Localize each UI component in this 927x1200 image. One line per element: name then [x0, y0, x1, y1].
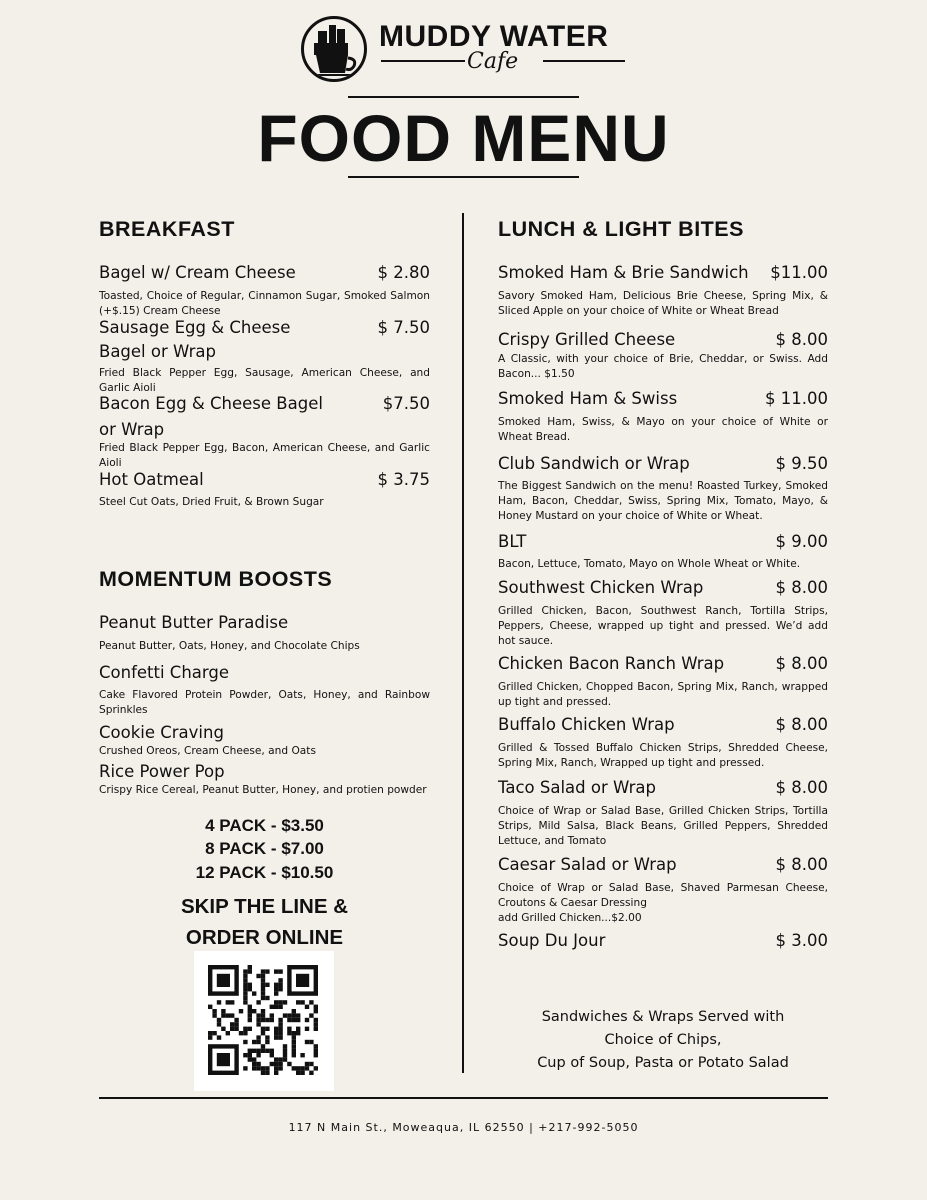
menu-item-desc: The Biggest Sandwich on the menu! Roasted Turkey, Smoked Ham, Bacon, Cheddar, Swiss, Spring Mix, Tomato, Mayo, & Honey Mustard on your choice of White or Wheat.: [498, 480, 828, 522]
menu-item-name: Taco Salad or Wrap: [498, 778, 656, 797]
menu-item-price: $ 8.00: [775, 855, 828, 874]
sides-note: Cup of Soup, Pasta or Potato Salad: [537, 1055, 789, 1071]
cafe-logo: [301, 14, 631, 92]
menu-item-desc: Steel Cut Oats, Dried Fruit, & Brown Sugar: [99, 496, 324, 508]
footer-address: 117 N Main St., Moweaqua, IL 62550 | +217-992-5050: [288, 1121, 639, 1134]
menu-item-name: Rice Power Pop: [99, 762, 225, 781]
menu-item-desc: Grilled Chicken, Chopped Bacon, Spring Mix, Ranch, wrapped up tight and pressed.: [498, 681, 828, 708]
menu-item-name: Sausage Egg & Cheese: [99, 318, 291, 337]
menu-item-name: Bagel w/ Cream Cheese: [99, 263, 296, 282]
menu-item-name: Club Sandwich or Wrap: [498, 454, 690, 473]
menu-item-desc: Smoked Ham, Swiss, & Mayo on your choice of White or Wheat Bread.: [498, 416, 828, 443]
lunch-heading: LUNCH & LIGHT BITES: [498, 217, 744, 241]
menu-item-name: Chicken Bacon Ranch Wrap: [498, 654, 725, 673]
menu-item-desc: Fried Black Pepper Egg, Bacon, American Cheese, and Garlic Aioli: [99, 442, 430, 469]
menu-item-name: Buffalo Chicken Wrap: [498, 715, 675, 734]
menu-item-name: Soup Du Jour: [498, 931, 606, 950]
menu-item-desc: Fried Black Pepper Egg, Sausage, American Cheese, and Garlic Aioli: [99, 367, 430, 394]
menu-item-desc: Savory Smoked Ham, Delicious Brie Cheese, Spring Mix, & Sliced Apple on your choice of White or Wheat Bread: [498, 290, 828, 317]
menu-item-name: Cookie Craving: [99, 723, 224, 742]
sides-note: Sandwiches & Wraps Served with: [541, 1009, 785, 1025]
menu-item-price: $ 7.50: [377, 318, 430, 337]
menu-item-name: Caesar Salad or Wrap: [498, 855, 677, 874]
order-online-heading: SKIP THE LINE &: [180, 895, 349, 918]
pack-price: 4 PACK - $3.50: [205, 816, 324, 835]
breakfast-heading: BREAKFAST: [99, 217, 235, 241]
cafe-name: MUDDY WATER: [379, 20, 609, 53]
menu-item-name: Peanut Butter Paradise: [99, 613, 289, 632]
qr-code[interactable]: [194, 951, 334, 1091]
menu-item-price: $ 9.50: [775, 454, 828, 473]
menu-item-price: $ 8.00: [775, 778, 828, 797]
menu-item-price: $ 8.00: [775, 330, 828, 349]
menu-item-price: $ 8.00: [775, 715, 828, 734]
menu-item-price: $ 3.75: [377, 470, 430, 489]
logo-rule-right: [543, 60, 625, 62]
cafe-logo-icon: [301, 16, 367, 82]
menu-item-desc: Choice of Wrap or Salad Base, Grilled Chicken Strips, Tortilla Strips, Mild Salsa, Black Beans, Grilled Peppers, Shredded Lettuce, and Tomato: [498, 805, 828, 847]
menu-item-name-line2: Bagel or Wrap: [99, 342, 216, 361]
menu-item-desc: Toasted, Choice of Regular, Cinnamon Sugar, Smoked Salmon (+$.15) Cream Cheese: [99, 290, 430, 317]
menu-item-desc: Cake Flavored Protein Powder, Oats, Honey, and Rainbow Sprinkles: [99, 689, 430, 716]
title-rule-bottom: [348, 176, 579, 178]
menu-item-price: $ 9.00: [775, 532, 828, 551]
menu-item-addon: add Grilled Chicken...$2.00: [498, 912, 642, 924]
menu-item-price: $ 11.00: [765, 389, 828, 408]
footer-rule: [99, 1097, 828, 1099]
column-divider: [462, 213, 464, 1073]
menu-item-desc: Grilled & Tossed Buffalo Chicken Strips, Shredded Cheese, Spring Mix, Ranch, Wrapped up tight and pressed.: [498, 742, 828, 769]
menu-item-name: Smoked Ham & Swiss: [498, 389, 678, 408]
menu-item-price: $ 8.00: [775, 578, 828, 597]
menu-item-name: Confetti Charge: [99, 663, 230, 682]
menu-item-desc: Choice of Wrap or Salad Base, Shaved Parmesan Cheese, Croutons & Caesar Dressing: [498, 882, 828, 909]
menu-item-name: Smoked Ham & Brie Sandwich: [498, 263, 749, 282]
momentum-heading: MOMENTUM BOOSTS: [99, 567, 333, 591]
menu-item-desc: Bacon, Lettuce, Tomato, Mayo on Whole Wheat or White.: [498, 558, 801, 570]
pack-price: 12 PACK - $10.50: [195, 863, 334, 882]
menu-item-desc: Grilled Chicken, Bacon, Southwest Ranch, Tortilla Strips, Peppers, Cheese, wrapped up tight and pressed. We’d add hot sauce.: [498, 605, 828, 647]
menu-item-desc: A Classic, with your choice of Brie, Cheddar, or Swiss. Add Bacon... $1.50: [498, 353, 828, 380]
cafe-subtitle: Cafe: [467, 49, 519, 74]
logo-rule-left: [381, 60, 465, 62]
menu-item-price: $ 2.80: [377, 263, 430, 282]
menu-item-name: BLT: [498, 532, 527, 551]
menu-item-name: Crispy Grilled Cheese: [498, 330, 676, 349]
sides-note: Choice of Chips,: [604, 1032, 722, 1048]
menu-item-name: Hot Oatmeal: [99, 470, 204, 489]
menu-item-price: $11.00: [770, 263, 828, 282]
menu-item-desc: Crushed Oreos, Cream Cheese, and Oats: [99, 745, 316, 757]
order-online-heading-line2: ORDER ONLINE: [185, 926, 344, 949]
menu-item-name-line2: or Wrap: [99, 420, 165, 439]
menu-item-price: $7.50: [382, 394, 430, 413]
menu-item-price: $ 3.00: [775, 931, 828, 950]
menu-item-name: Southwest Chicken Wrap: [498, 578, 704, 597]
menu-item-desc: Crispy Rice Cereal, Peanut Butter, Honey, and protien powder: [99, 784, 427, 796]
menu-item-name: Bacon Egg & Cheese Bagel: [99, 394, 323, 413]
menu-item-desc: Peanut Butter, Oats, Honey, and Chocolate Chips: [99, 640, 360, 652]
page-title: FOOD MENU: [257, 101, 670, 175]
menu-item-price: $ 8.00: [775, 654, 828, 673]
pack-price: 8 PACK - $7.00: [205, 839, 324, 858]
